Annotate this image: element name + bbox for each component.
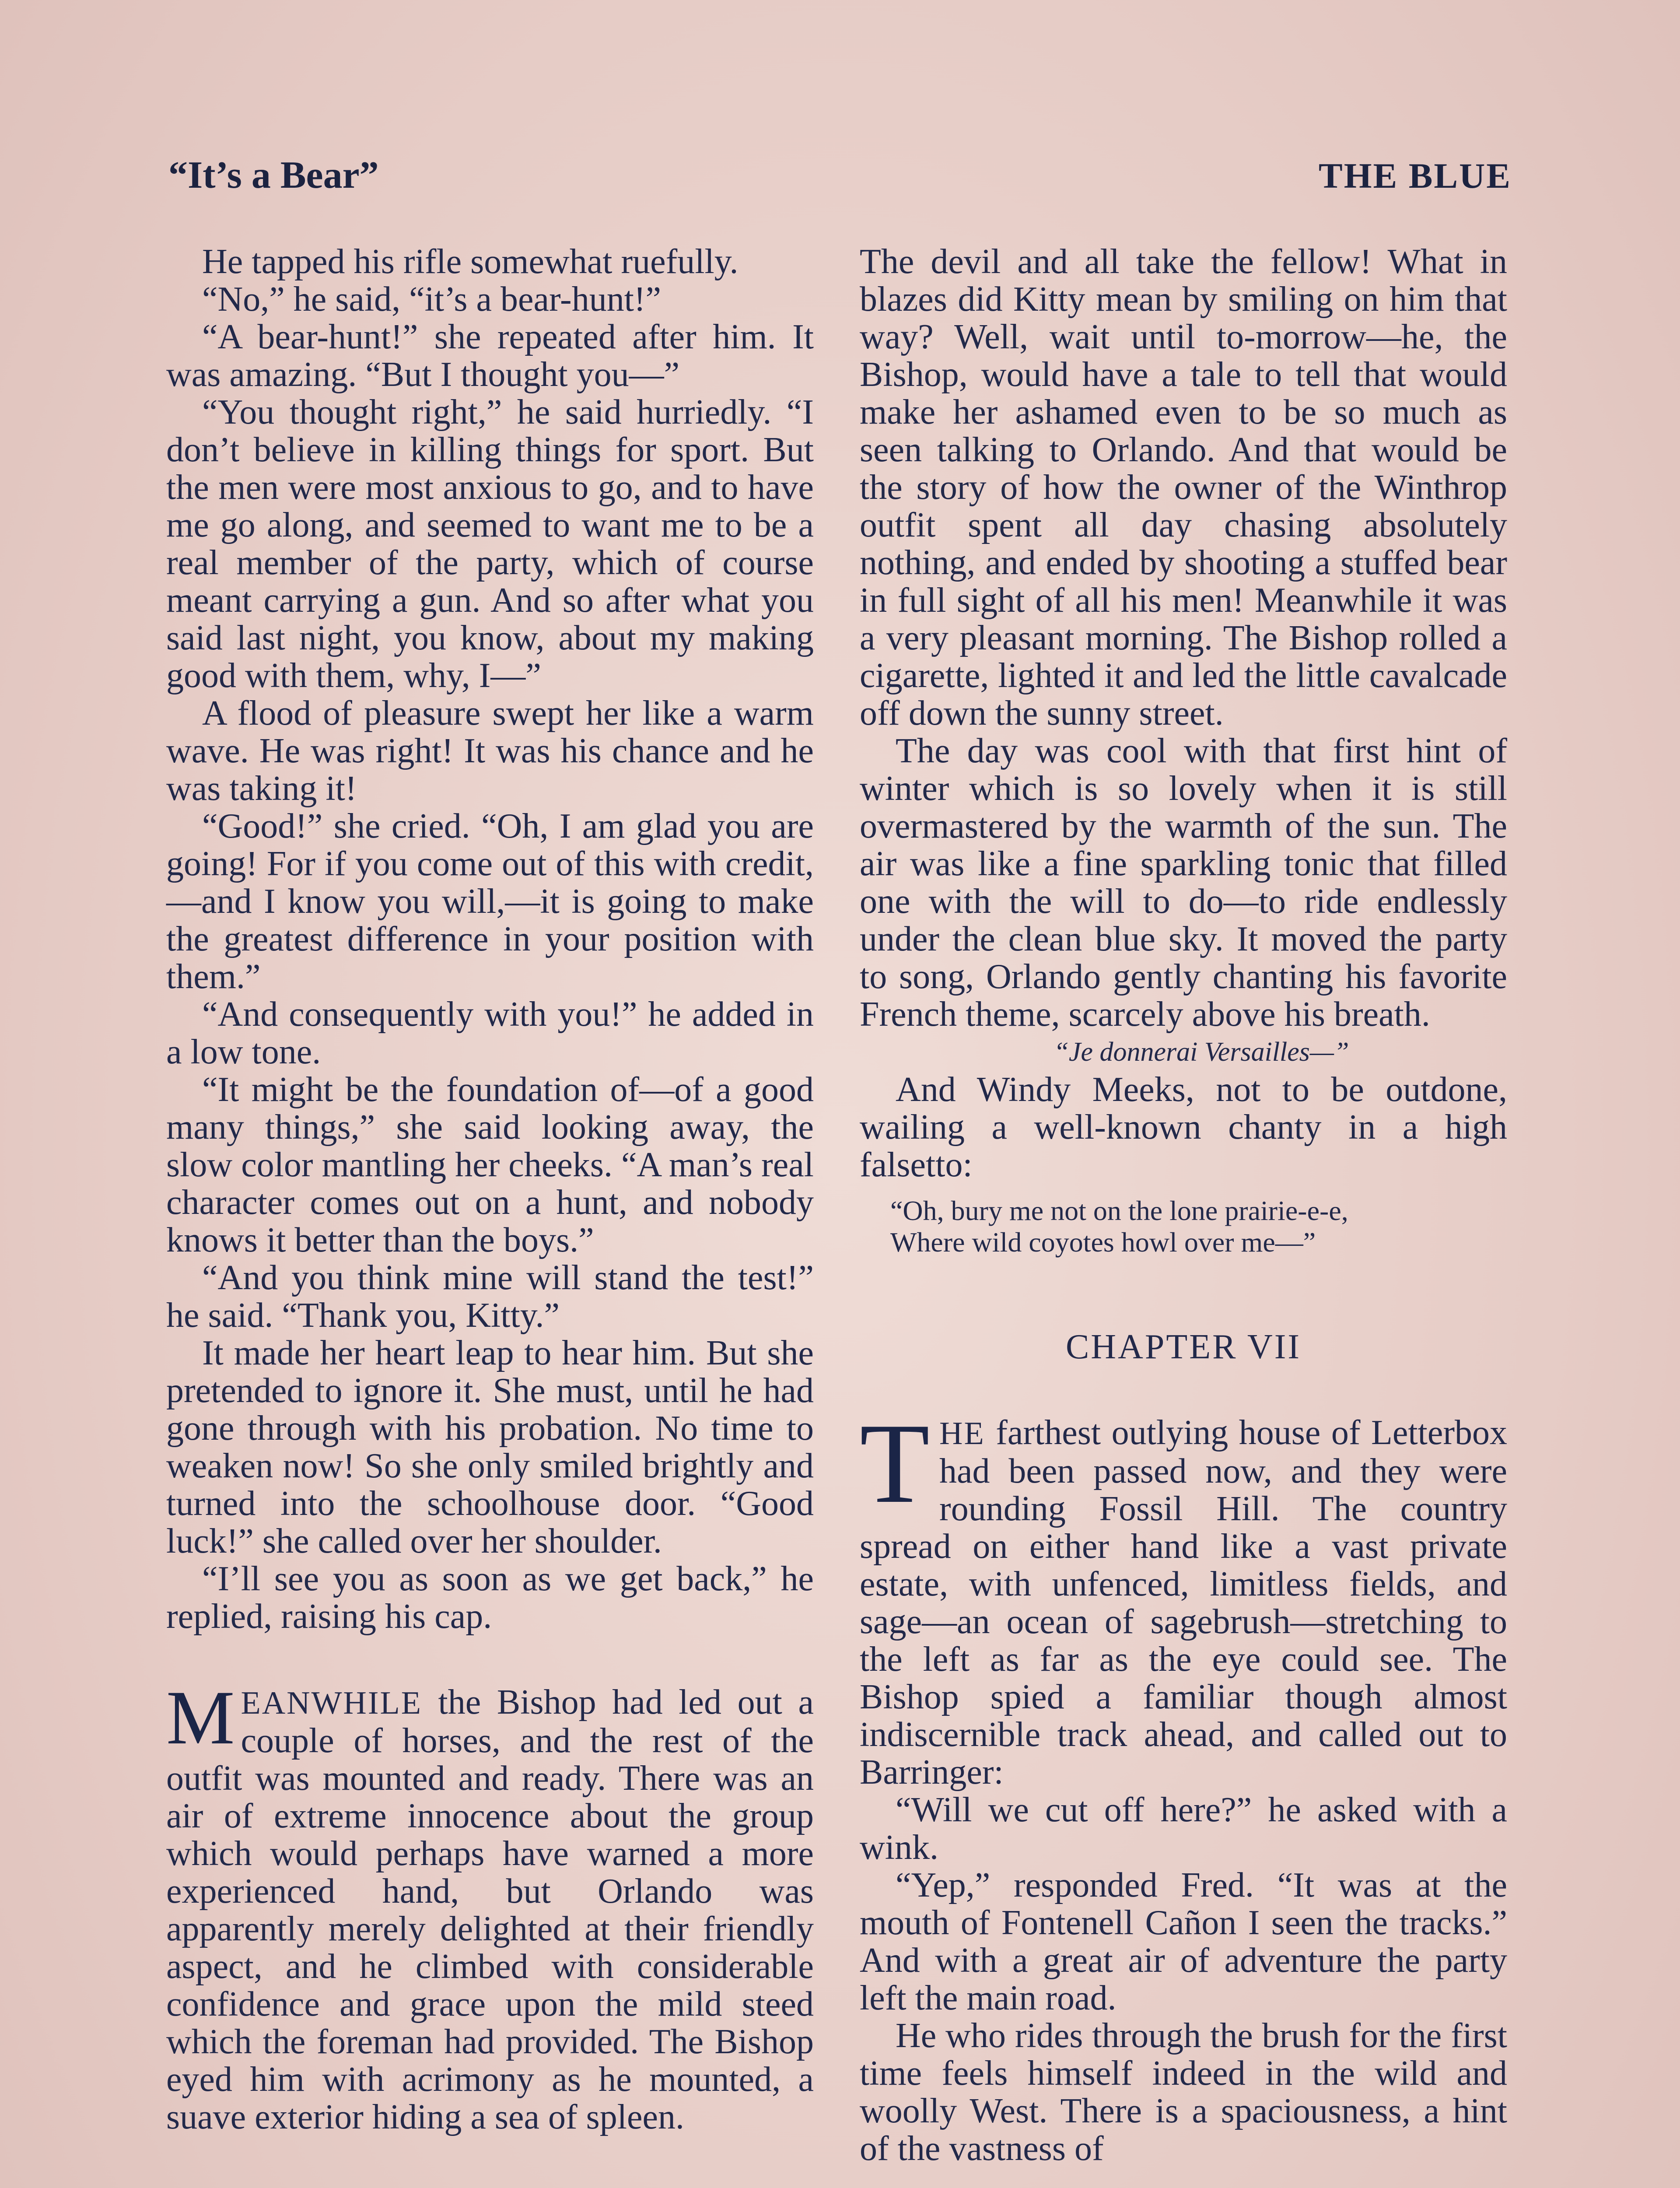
magazine-title: THE BLUE xyxy=(1319,156,1512,196)
section-break xyxy=(166,1635,814,1683)
dropcap-paragraph xyxy=(166,1675,814,2136)
left-column xyxy=(166,243,814,2136)
paragraph-text: farthest outlying house of Letterbox had been passed now, and they were rounding Fossil Hill. The country spread on either hand like a vast private estate, with unfenced, limitless fields, and sage—an ocean of sagebrush—stretching to the left as far as the eye could see. The Bishop spied a familiar though almost indiscernible track ahead, and called out to Barringer: xyxy=(860,1413,1507,1792)
paragraph: “Good!” she cried. “Oh, I am glad you are going! For if you come out of this with credit,—and I know you will,—it is going to make the greatest difference in your position with them.” xyxy=(166,807,814,996)
story-title: “It’s a Bear” xyxy=(168,154,379,196)
small-caps-lead: EANWHILE xyxy=(241,1685,422,1721)
running-head xyxy=(168,153,1512,197)
paragraph: “And you think mine will stand the test!” he said. “Thank you, Kitty.” xyxy=(166,1259,814,1335)
verse-line: “Oh, bury me not on the lone prairie-e-e, xyxy=(890,1195,1348,1226)
paragraph: “No,” he said, “it’s a bear-hunt!” xyxy=(202,280,662,319)
paragraph: “And consequently with you!” he added in a low tone. xyxy=(166,995,814,1071)
verse-line: Where wild coyotes howl over me—” xyxy=(890,1227,1316,1258)
dropcap-paragraph xyxy=(860,1400,1507,1792)
paragraph: “I’ll see you as soon as we get back,” he replied, raising his cap. xyxy=(166,1560,814,1636)
epigraph: “Je donnerai Versailles—” xyxy=(1054,1037,1349,1067)
paragraph: “Yep,” responded Fred. “It was at the mouth of Fontenell Cañon I seen the tracks.” And with a great air of adventure the party left the main road. xyxy=(860,1866,1507,2017)
paragraph: “You thought right,” he said hurriedly. “I don’t believe in killing things for sport. But the men were most anxious to go, and to have me go along, and seemed to want me to be a real member of the party, which of course meant carrying a gun. And so after what you said last night, you know, about my making good with them, why, I—” xyxy=(166,393,814,695)
paragraph: He who rides through the brush for the first time feels himself indeed in the wild and woolly West. There is a spaciousness, a hint of the vastness of xyxy=(860,2016,1507,2168)
paragraph-text: the Bishop had led out a couple of horses, and the rest of the outfit was mounted and ready. There was an air of extreme innocence about the group which would perhaps have warned a more experienced hand, but Orlando was apparently merely delighted at their friendly aspect, and he climbed with considerable confidence and grace upon the mild steed which the foreman had provided. The Bishop eyed him with acrimony as he mounted, a suave exterior hiding a sea of spleen. xyxy=(166,1683,814,2136)
paragraph: The day was cool with that first hint of winter which is so lovely when it is still overmastered by the warmth of the sun. The air was like a fine sparkling tonic that filled one with the will to do—to ride endlessly under the clean blue sky. It moved the party to song, Orlando gently chanting his favorite French theme, scarcely above his breath. xyxy=(860,732,1507,1034)
paragraph: The devil and all take the fellow! What in blazes did Kitty mean by smiling on him that way? Well, wait until to-morrow—he, the Bishop, would have a tale to tell that would make her ashamed even to be so much as seen talking to Orlando. And that would be the story of how the owner of the Winthrop outfit spent all day chasing absolutely nothing, and ended by shooting a stuffed bear in full sight of all his men! Meanwhile it was a very pleasant morning. The Bishop rolled a cigarette, lighted it and led the little cavalcade off down the sunny street. xyxy=(860,242,1507,733)
paragraph: He tapped his rifle somewhat ruefully. xyxy=(202,242,738,281)
paragraph: A flood of pleasure swept her like a warm wave. He was right! It was his chance and he was taking it! xyxy=(166,694,814,808)
paragraph: “Will we cut off here?” he asked with a wink. xyxy=(860,1791,1507,1867)
small-caps-lead: HE xyxy=(939,1416,985,1452)
paragraph: “A bear-hunt!” she repeated after him. It was amazing. “But I thought you—” xyxy=(166,318,814,394)
paragraph: “It might be the foundation of—of a good many things,” she said looking away, the slow color mantling her cheeks. “A man’s real character comes out on a hunt, and nobody knows it better than the boys.” xyxy=(166,1070,814,1259)
drop-cap: M xyxy=(166,1675,235,1760)
drop-cap: T xyxy=(860,1400,930,1527)
verse xyxy=(890,1195,1507,1258)
chapter-heading: CHAPTER VII xyxy=(1065,1328,1302,1366)
right-column xyxy=(860,243,1507,2167)
paragraph: It made her heart leap to hear him. But she pretended to ignore it. She must, until he had gone through with his probation. No time to weaken now! So she only smiled brightly and turned into the schoolhouse door. “Good luck!” she called over her shoulder. xyxy=(166,1334,814,1560)
paragraph: And Windy Meeks, not to be outdone, wailing a well-known chanty in a high falsetto: xyxy=(860,1070,1507,1184)
